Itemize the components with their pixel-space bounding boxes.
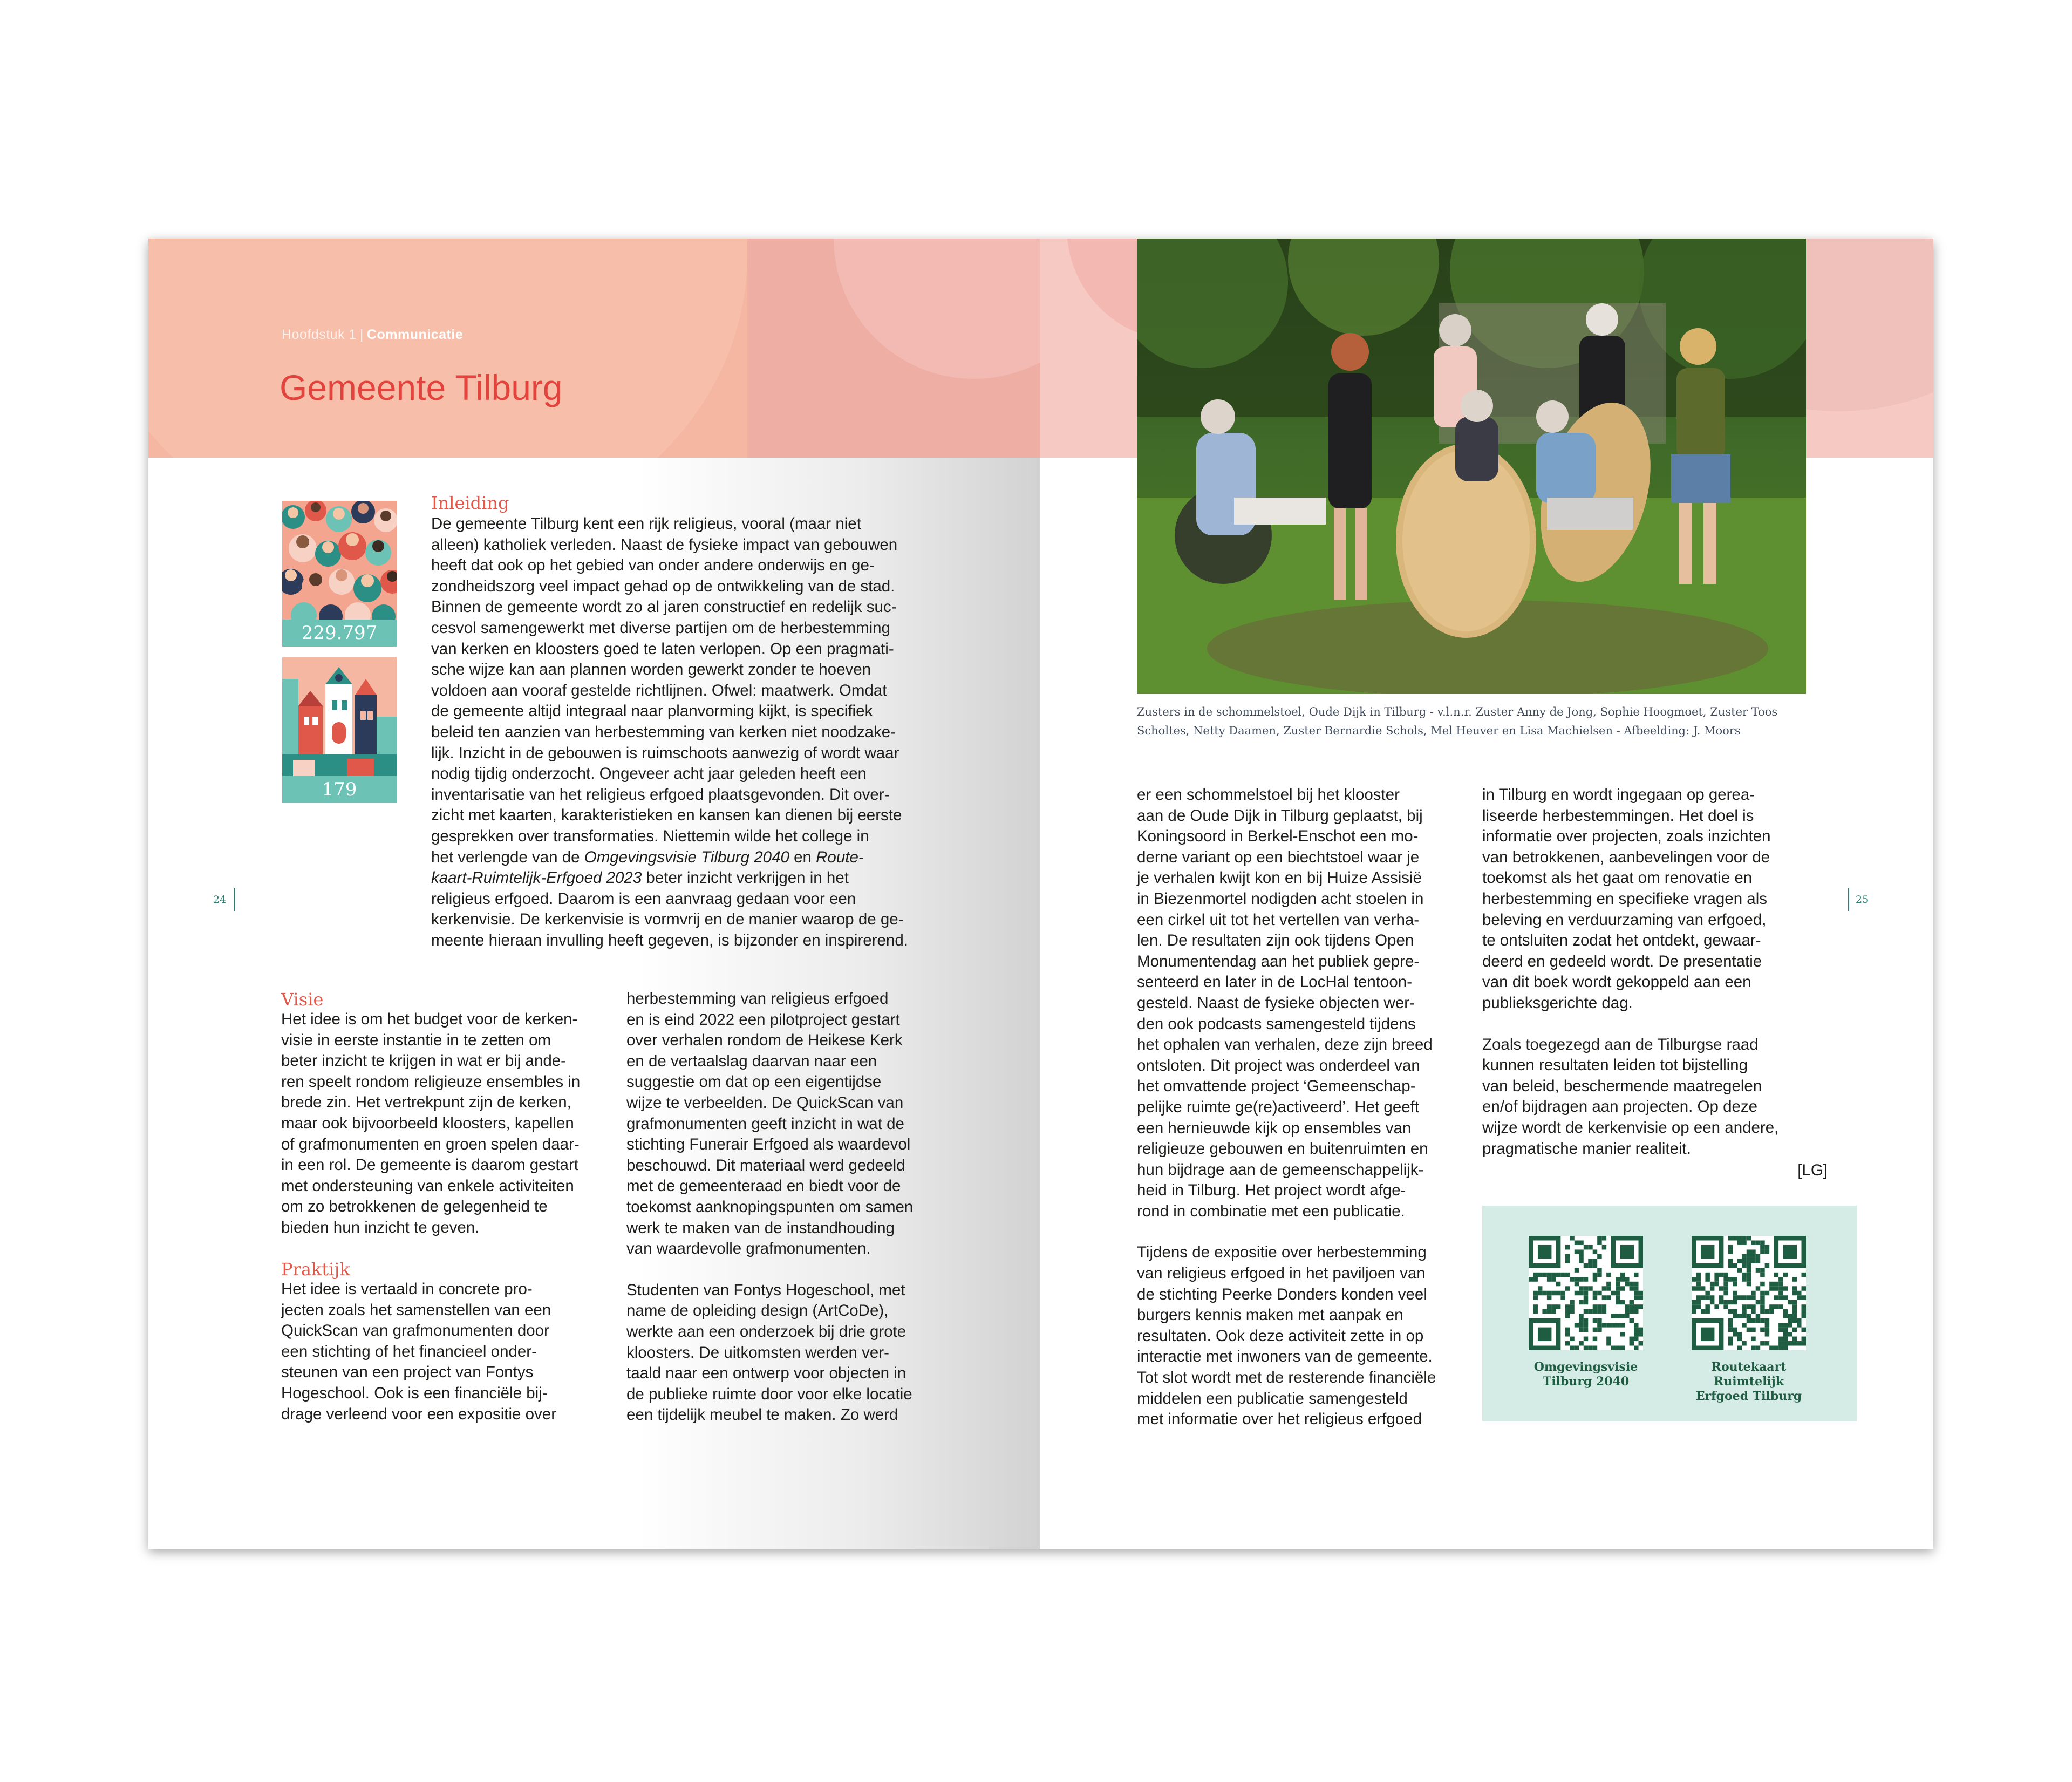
- text-line: met de gemeenteraad en biedt voor de: [626, 1177, 901, 1195]
- left-column-2-text: [626, 989, 983, 1426]
- text-line: wijze wordt de kerkenvisie op een andere,: [1482, 1118, 1779, 1137]
- text-line: wijze te verbeelden. De QuickScan van: [626, 1093, 904, 1112]
- inleiding-heading: Inleiding: [431, 493, 509, 513]
- text-line: van dit boek wordt gekoppeld aan een: [1482, 973, 1751, 991]
- text-line: toekomst als het gaat om renovatie en: [1482, 869, 1753, 887]
- text-line: werk te maken van de instandhouding: [626, 1219, 895, 1237]
- text-line: hun bijdrage aan de gemeenschappelijk-: [1137, 1160, 1424, 1179]
- inleiding-text: De gemeente Tilburg kent een rijk religieus, vooral (maar niet alleen) katholiek verleden. Naast de fysieke impact van gebouwen heeft dat ook op het gebied van onder andere onderwijs en ge- zondheidszorg veel impact gehad op de ontwikkeling van de stad. Binnen de gemeente wordt zo al jaren constructief en redelijk suc- cesvol samengewerkt met diverse partijen om de herbestemming van kerken en kloosters goed te laten verlopen. Op een pragmati- sche wijze kan aan plannen worden gewerkt zonder te hoeven voldoen aan vooraf gestelde richtlijnen. Ofwel: maatwerk. Omdat de gemeente altijd integraal naar planvorming kijkt, is specifiek beleid ten aanzien van herbestemming van kerken niet noodzake- lijk. Inzicht in de gebouwen is ruimschoots aanwezig of wordt waar nodig tijdig onderzocht. Ongeveer acht jaar geleden heeft een inventarisatie van het religieus erfgoed plaatsgevonden. Dit over- zicht met kaarten, karakteristieken en kansen kan dienen bij eerste gesprekken over transformaties. Niettemin wilde het college in het verlengde van de Omgevingsvisie Tilburg 2040 en Route- kaart-Ruimtelijk-Erfgoed 2023 beter inzicht verkrijgen in het religieus erfgoed. Daarom is een aanvraag gedaan voor een kerkenvisie. De kerkenvisie is vormvrij en de manier waarop de ge- meente hieraan invulling heeft gegeven, is bijzonder en inspirerend.: [431, 514, 1030, 951]
- text-line: Tijdens de expositie over herbestemming: [1137, 1243, 1427, 1262]
- text-line: herbestemming en specifieke vragen als: [1482, 889, 1768, 908]
- text-line: gesteld. Naast de fysieke objecten wer-: [1137, 994, 1415, 1012]
- text-line: rond in combinatie met een publicatie.: [1137, 1202, 1405, 1220]
- text-line: pragmatische manier realiteit.: [1482, 1139, 1691, 1158]
- qr-code-icon: [1529, 1236, 1643, 1350]
- chapter-label: Hoofdstuk 1 | Communicatie: [282, 327, 464, 342]
- text-line: inventarisatie van het religieus erfgoed plaatsgevonden. Dit over-: [431, 785, 890, 804]
- right-column-2-text: [1482, 785, 1828, 1181]
- text-line: bieden hun inzicht te geven.: [281, 1218, 480, 1236]
- praktijk-text: [281, 1279, 621, 1425]
- text-line: het ophalen van verhalen, deze zijn breed: [1137, 1036, 1433, 1054]
- text-line: in een rol. De gemeente is daarom gestart: [281, 1156, 578, 1174]
- text-line: herbestemming van religieus erfgoed: [626, 990, 889, 1008]
- text-line: maar ook bijvoorbeeld kloosters, kapellen: [281, 1114, 574, 1132]
- text-line: jecten zoals het samenstellen van een: [281, 1301, 551, 1319]
- text-line: Het idee is om het budget voor de kerken-: [281, 1010, 578, 1028]
- text-line: Monumentendag aan het publiek gepre-: [1137, 952, 1420, 970]
- qr-code-routekaart[interactable]: [1692, 1236, 1806, 1350]
- crowd-illustration-icon: [282, 501, 397, 620]
- text-line: om zo betrokkenen de gelegenheid te: [281, 1198, 548, 1216]
- text-line: kloosters. De uitkomsten werden ver-: [626, 1343, 889, 1362]
- qr-label-omgevingsvisie: Omgevingsvisie Tilburg 2040: [1533, 1360, 1638, 1389]
- text-line: gesprekken over transformaties. Niettemin wilde het college in: [431, 827, 869, 845]
- text-line: heid in Tilburg. Het project wordt afge-: [1137, 1181, 1406, 1200]
- church-town-illustration-icon: [282, 657, 397, 776]
- text-line: beschouwd. Dit materiaal werd gedeeld: [626, 1156, 905, 1174]
- text-line: van betrokkenen, aanbevelingen voor de: [1482, 848, 1770, 866]
- text-line: burgers kennis maken met aanpak en: [1137, 1306, 1403, 1324]
- text-line: een tijdelijk meubel te maken. Zo werd: [626, 1406, 898, 1424]
- text-line: de gemeente altijd integraal naar planvorming kijkt, is specifiek: [431, 702, 873, 720]
- text-line: beter inzicht te krijgen in wat er bij ande-: [281, 1052, 566, 1070]
- text-line: aan de Oude Dijk in Tilburg geplaatst, bij: [1137, 806, 1423, 825]
- page-number-left: 24: [213, 894, 227, 906]
- folio-rule-left: [234, 888, 235, 911]
- text-line: name de opleiding design (ArtCoDe),: [626, 1302, 889, 1320]
- text-line: stichting Funerair Erfgoed als waardevol: [626, 1135, 911, 1154]
- text-line: Tot slot wordt met de resterende financiële: [1137, 1369, 1436, 1387]
- text-line: resultaten. Ook deze activiteit zette in op: [1137, 1327, 1424, 1345]
- text-line: een stichting of het financieel onder-: [281, 1342, 537, 1361]
- text-line: suggestie om dat op een eigentijdse: [626, 1073, 882, 1091]
- text-line: publieksgerichte dag.: [1482, 994, 1633, 1012]
- text-line: heeft dat ook op het gebied van onder andere onderwijs en ge-: [431, 556, 875, 575]
- text-line: werkte aan een onderzoek bij drie grote: [626, 1322, 906, 1341]
- text-line: en is eind 2022 een pilotproject gestart: [626, 1010, 900, 1029]
- text-line: je verhalen kwijt kon en bij Huize Assisië: [1137, 869, 1422, 887]
- text-line: religieus erfgoed. Daarom is een aanvraag gedaan voor een: [431, 889, 856, 908]
- text-line: ren speelt rondom religieuze ensembles in: [281, 1072, 581, 1091]
- qr-code-omgevingsvisie[interactable]: [1529, 1236, 1643, 1350]
- right-column-1-text: [1137, 785, 1482, 1430]
- text-line: Studenten van Fontys Hogeschool, met: [626, 1281, 905, 1299]
- visie-heading: Visie: [281, 989, 324, 1010]
- visie-text: [281, 1009, 621, 1239]
- text-line: beleid ten aanzien van herbestemming van kerken niet noodzake-: [431, 723, 896, 741]
- text-line: senteerd en later in de LocHal tentoon-: [1137, 973, 1413, 991]
- text-line: alleen) katholiek verleden. Naast de fysieke impact van gebouwen: [431, 535, 898, 554]
- text-line: toekomst aanknopingspunten om samen: [626, 1198, 914, 1216]
- text-line: een hernieuwde kijk op ensembles van: [1137, 1119, 1412, 1137]
- text-line: ontsloten. Dit project was onderdeel van: [1137, 1056, 1420, 1074]
- text-line: meente hieraan invulling heeft gegeven, is bijzonder en inspirerend.: [431, 931, 908, 949]
- praktijk-heading: Praktijk: [281, 1259, 350, 1280]
- text-line: met informatie over het religieus erfgoed: [1137, 1410, 1422, 1429]
- text-line: Binnen de gemeente wordt zo al jaren constructief en redelijk suc-: [431, 598, 897, 616]
- text-line: over verhalen rondom de Heikese Kerk: [626, 1031, 903, 1050]
- text-line: van beleid, beschermende maatregelen: [1482, 1077, 1762, 1095]
- population-value: 229.797: [282, 620, 397, 647]
- church-count-stat-tile: [282, 657, 397, 803]
- text-line: kerkenvisie. De kerkenvisie is vormvrij en de manier waarop de ge-: [431, 910, 904, 929]
- text-line: religieuze gebouwen en buitenruimten en: [1137, 1140, 1428, 1158]
- text-line: met ondersteuning van enkele activiteiten: [281, 1176, 574, 1195]
- text-line: Koningsoord in Berkel-Enschot een mo-: [1137, 827, 1419, 846]
- text-line: interactie met inwoners van de gemeente.: [1137, 1348, 1433, 1366]
- text-line: visie in eerste instantie in te zetten om: [281, 1031, 551, 1049]
- text-line: het omvattende project ‘Gemeenschap-: [1137, 1077, 1416, 1096]
- text-line: in Tilburg en wordt ingegaan op gerea-: [1482, 786, 1755, 804]
- text-line: grafmonumenten geeft inzicht in wat de: [626, 1114, 904, 1133]
- population-stat-tile: [282, 501, 397, 647]
- text-line: er een schommelstoel bij het klooster: [1137, 786, 1400, 804]
- text-line: len. De resultaten zijn ook tijdens Open: [1137, 931, 1414, 950]
- text-line: informatie over projecten, zoals inzichten: [1482, 827, 1771, 846]
- text-line: deerd en gedeeld wordt. De presentatie: [1482, 952, 1762, 970]
- text-line: derne variant op een biechtstoel waar je: [1137, 848, 1420, 866]
- author-signature: [LG]: [1797, 1161, 1828, 1180]
- text-line: pelijke ruimte ge(re)activeerd’. Het geeft: [1137, 1098, 1420, 1116]
- text-line: De gemeente Tilburg kent een rijk religieus, vooral (maar niet: [431, 515, 861, 533]
- text-line: in Biezenmortel nodigden acht stoelen in: [1137, 889, 1424, 908]
- text-line: de publieke ruimte door voor elke locatie: [626, 1385, 912, 1403]
- text-line: nodig tijdig onderzocht. Ongeveer acht jaar geleden heeft een: [431, 765, 867, 783]
- text-line: de stichting Peerke Donders konden veel: [1137, 1285, 1427, 1303]
- magazine-spread: [148, 239, 1933, 1549]
- qr-code-icon: [1692, 1236, 1806, 1350]
- text-line: te ontsluiten zodat het ontdekt, gewaar-: [1482, 931, 1761, 950]
- text-line: middelen een publicatie samengesteld: [1137, 1389, 1408, 1407]
- folio-rule-right: [1848, 888, 1849, 911]
- text-line: kunnen resultaten leiden tot bijstelling: [1482, 1056, 1748, 1074]
- text-line: of grafmonumenten en groen spelen daar-: [281, 1135, 580, 1153]
- text-line: lijk. Inzicht in de gebouwen is ruimschoots aanwezig of wordt waar: [431, 744, 899, 762]
- header-band: [148, 239, 1040, 458]
- text-line: zicht met kaarten, karakteristieken en kansen kan dienen bij eerste: [431, 806, 902, 825]
- text-line: Zoals toegezegd aan de Tilburgse raad: [1482, 1035, 1759, 1053]
- text-line: brede zin. Het vertrekpunt zijn de kerken,: [281, 1093, 571, 1112]
- text-line: voldoen aan vooraf gestelde richtlijnen. Ofwel: maatwerk. Omdat: [431, 681, 887, 699]
- text-line: Het idee is vertaald in concrete pro-: [281, 1280, 533, 1298]
- text-line: den ook podcasts samengesteld tijdens: [1137, 1015, 1416, 1033]
- photo-sisters-rocking-chair-image: [1137, 239, 1806, 694]
- text-line: een cirkel uit tot het vertellen van verha-: [1137, 910, 1420, 929]
- photo-caption: Zusters in de schommelstoel, Oude Dijk in Tilburg - v.l.n.r. Zuster Anny de Jong, Sophie Hoogmoet, Zuster Toos Scholtes, Netty Daamen, Zuster Bernardie Schols, Mel Heuver en Lisa Machielsen - Afbeelding: J. Moors: [1137, 705, 1778, 737]
- text-line: sche wijze kan aan plannen worden gewerkt zonder te hoeven: [431, 661, 871, 679]
- text-line: van kerken en kloosters goed te laten verlopen. Op een pragmati-: [431, 640, 894, 658]
- text-line: Hogeschool. Ook is een financiële bij-: [281, 1384, 548, 1402]
- text-line: van religieus erfgoed in het paviljoen van: [1137, 1264, 1426, 1283]
- qr-label-routekaart: Routekaart Ruimtelijk Erfgoed Tilburg: [1695, 1360, 1802, 1403]
- page-number-right: 25: [1856, 894, 1869, 906]
- text-line: taald naar een ontwerp voor objecten in: [626, 1364, 906, 1383]
- text-line: zondheidszorg veel impact gehad op de ontwikkeling van de stad.: [431, 577, 895, 595]
- page-title: Gemeente Tilburg: [280, 368, 563, 407]
- left-page: [148, 239, 1040, 1549]
- text-line: cesvol samengewerkt met diverse partijen om de herbestemming: [431, 618, 890, 637]
- text-line: en/of bijdragen aan projecten. Op deze: [1482, 1098, 1758, 1116]
- text-line: en de vertaalslag daarvan naar een: [626, 1052, 877, 1070]
- text-line: van waardevolle grafmonumenten.: [626, 1240, 871, 1258]
- text-line: QuickScan van grafmonumenten door: [281, 1322, 549, 1340]
- church-count-value: 179: [282, 776, 397, 803]
- photo-schommelstoel: [1137, 239, 1806, 694]
- qr-code-panel: [1482, 1206, 1857, 1421]
- text-line: beleving en verduurzaming van erfgoed,: [1482, 910, 1767, 929]
- text-line: liseerde herbestemmingen. Het doel is: [1482, 806, 1754, 825]
- text-line: drage verleend voor een expositie over: [281, 1405, 557, 1423]
- text-line: steunen van een project van Fontys: [281, 1363, 534, 1382]
